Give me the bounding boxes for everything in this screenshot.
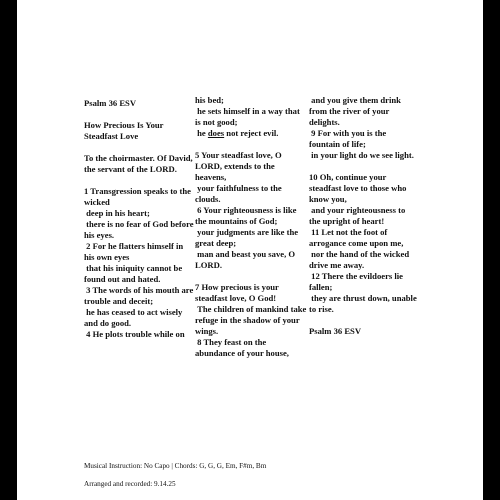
column-3 bbox=[309, 95, 417, 348]
text-line: your faithfulness to the clouds. bbox=[195, 183, 284, 204]
text-line: 2 For he flatters himself in his own eyes bbox=[84, 241, 186, 262]
text-line: 9 For with you is the fountain of life; bbox=[309, 128, 389, 149]
text-line: 4 He plots trouble while on bbox=[84, 329, 185, 339]
text-line: Psalm 36 ESV bbox=[84, 98, 137, 108]
text-line: 11 Let not the foot of arrogance come upon me, bbox=[309, 227, 404, 248]
document-page bbox=[17, 0, 483, 500]
text-line: nor the hand of the wicked drive me away. bbox=[309, 249, 412, 270]
text-line: The children of mankind take refuge in the shadow of your wings. bbox=[195, 304, 309, 336]
text-block bbox=[309, 95, 417, 161]
text-block bbox=[195, 95, 307, 139]
text-line: 7 How precious is your steadfast love, O God! bbox=[195, 282, 281, 303]
text-line: your judgments are like the great deep; bbox=[195, 227, 301, 248]
arranged-recorded: Arranged and recorded: 9.14.25 bbox=[84, 480, 176, 488]
text-block bbox=[309, 326, 417, 337]
text-block bbox=[84, 186, 194, 340]
text-line: and you give them drink from the river of your delights. bbox=[309, 95, 404, 127]
text-line: he has ceased to act wisely and do good. bbox=[84, 307, 185, 328]
text-line: 5 Your steadfast love, O LORD, extends to the heavens, bbox=[195, 150, 284, 182]
text-line: To the choirmaster. Of David, the servant of the LORD. bbox=[84, 153, 195, 174]
text-block bbox=[309, 172, 417, 315]
text-line: 8 They feast on the abundance of your house, bbox=[195, 337, 289, 358]
text-block bbox=[84, 98, 194, 109]
text-line: his bed; bbox=[195, 95, 224, 105]
text-line: Psalm 36 ESV bbox=[309, 326, 362, 336]
text-line: there is no fear of God before his eyes. bbox=[84, 219, 196, 240]
text-block bbox=[195, 150, 307, 271]
text-block bbox=[84, 120, 194, 142]
text-line: 10 Oh, continue your steadfast love to those who know you, bbox=[309, 172, 409, 204]
text-line: 12 There the evildoers lie fallen; bbox=[309, 271, 406, 292]
text-line: deep in his heart; bbox=[84, 208, 150, 218]
musical-instruction: Musical Instruction: No Capo | Chords: G, G, G, Em, F#m, Bm bbox=[84, 462, 267, 470]
text-line: he does not reject evil. bbox=[195, 128, 279, 138]
text-line: How Precious Is Your Steadfast Love bbox=[84, 120, 166, 141]
text-line: 1 Transgression speaks to the wicked bbox=[84, 186, 194, 207]
text-line: that his iniquity cannot be found out and hated. bbox=[84, 263, 185, 284]
text-line: 3 The words of his mouth are trouble and deceit; bbox=[84, 285, 196, 306]
column-2 bbox=[195, 95, 307, 370]
text-line: they are thrust down, unable to rise. bbox=[309, 293, 419, 314]
text-line: and your righteousness to the upright of heart! bbox=[309, 205, 408, 226]
text-block bbox=[84, 153, 194, 175]
text-line: 6 Your righteousness is like the mountains of God; bbox=[195, 205, 299, 226]
text-line: he sets himself in a way that is not good; bbox=[195, 106, 302, 127]
text-line: in your light do we see light. bbox=[309, 150, 414, 160]
text-block bbox=[195, 282, 307, 359]
text-line: man and beast you save, O LORD. bbox=[195, 249, 298, 270]
column-1 bbox=[84, 98, 194, 351]
